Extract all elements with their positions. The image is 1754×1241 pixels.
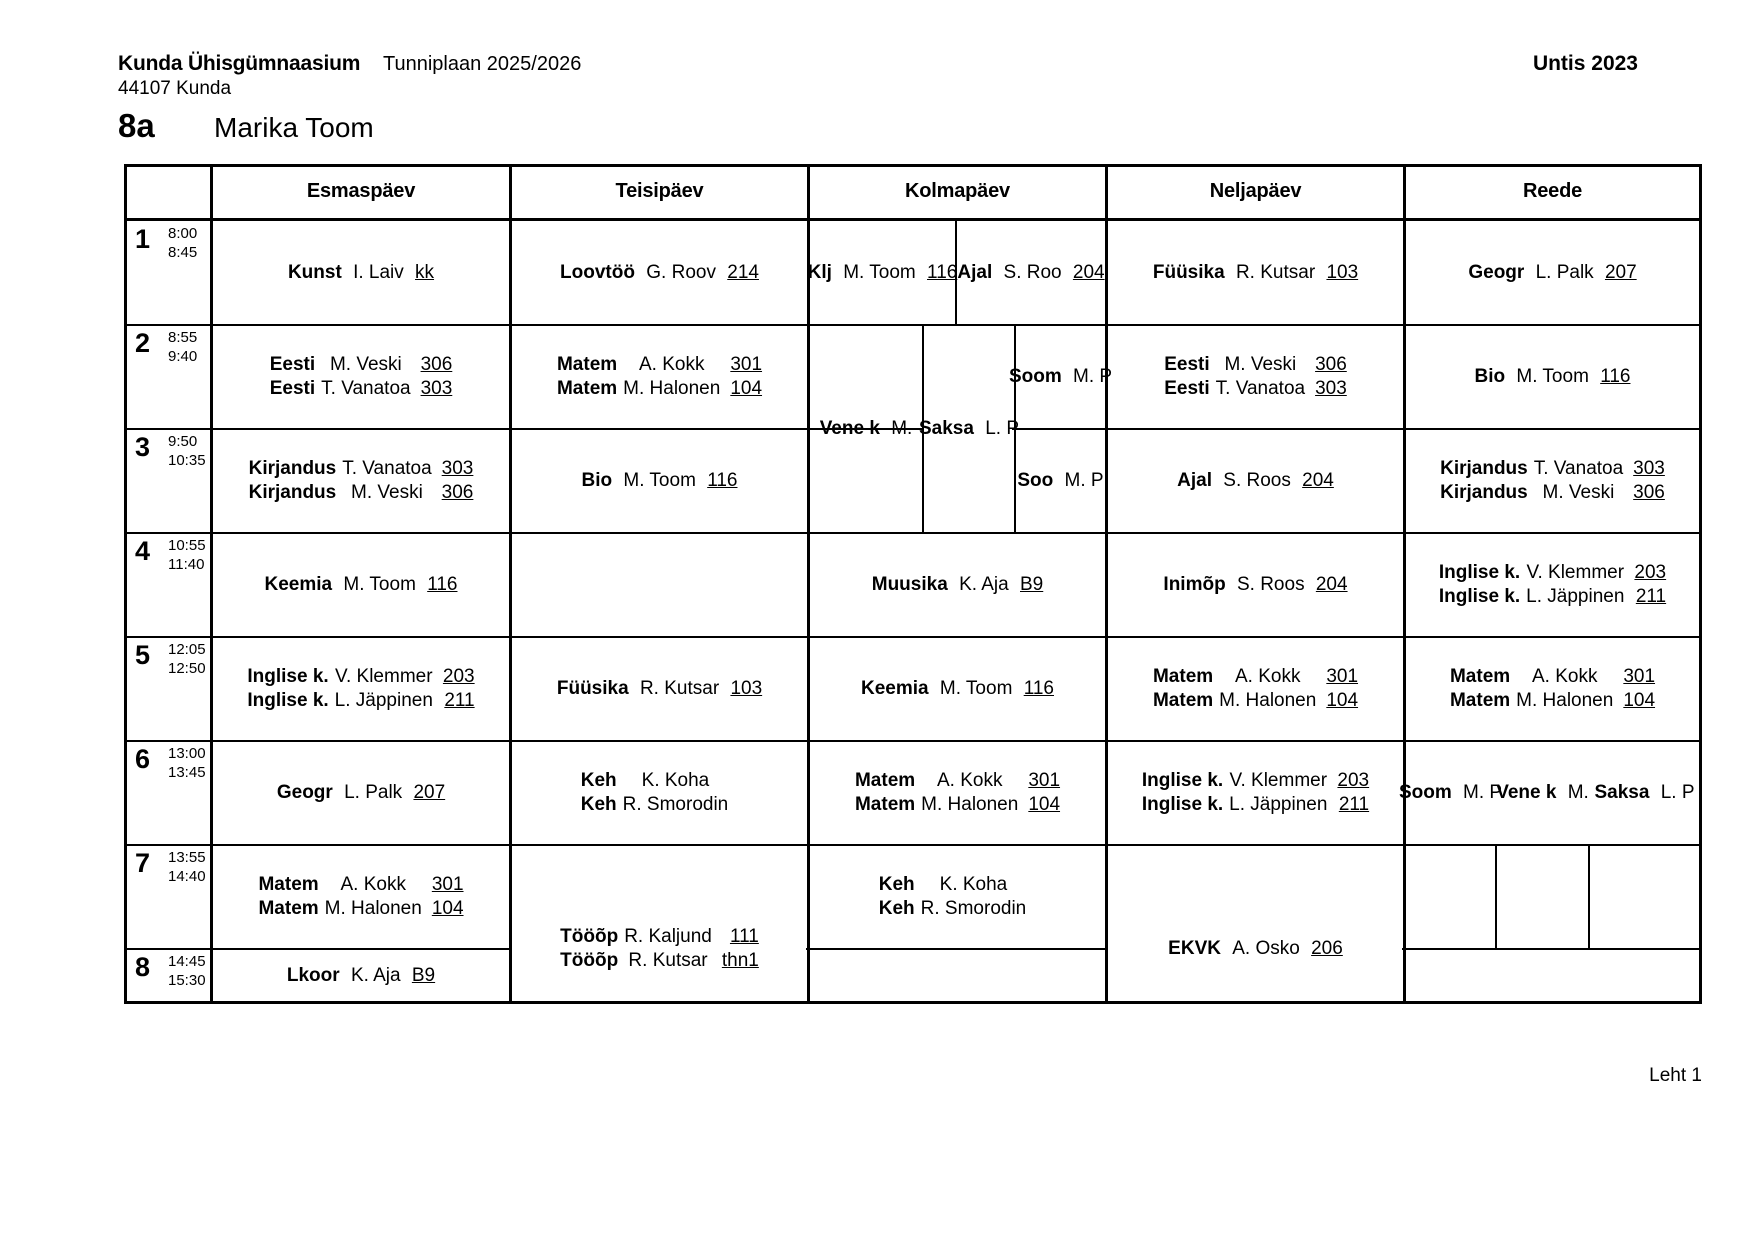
lesson-cell-thu-3[interactable] bbox=[1108, 430, 1403, 532]
period-number-7: 7 bbox=[135, 848, 151, 878]
lesson-subject: Kirjandus bbox=[248, 482, 337, 503]
lesson-room: 301 bbox=[730, 354, 763, 375]
lesson-teacher: R. Kutsar bbox=[639, 678, 720, 699]
lesson-teacher: M. Toom bbox=[343, 574, 416, 595]
lesson-cell-fri-1[interactable] bbox=[1406, 221, 1699, 324]
lesson-subject: Inimõp bbox=[1163, 574, 1226, 595]
lesson-cell-tue-1[interactable] bbox=[512, 221, 807, 324]
lesson-subject: Kirjandus bbox=[248, 458, 337, 479]
lesson-subject: Soom bbox=[1398, 782, 1452, 803]
grid-border-bottom bbox=[124, 1001, 1702, 1004]
lesson-teacher: M. P bbox=[1064, 470, 1104, 491]
lesson-room: 211 bbox=[444, 690, 475, 711]
lesson-teacher: A. Osko bbox=[1232, 938, 1300, 959]
lesson-room: 116 bbox=[1600, 366, 1631, 387]
lesson-room: 104 bbox=[1326, 690, 1359, 711]
lesson-teacher: M. P bbox=[1073, 366, 1113, 387]
lesson-subject: Keemia bbox=[264, 574, 333, 595]
lesson-cell-tue-4-empty[interactable] bbox=[512, 534, 807, 636]
period-number-3: 3 bbox=[135, 432, 151, 462]
lesson-teacher: L. P bbox=[985, 418, 1020, 439]
lesson-subject: Matem bbox=[1152, 690, 1214, 711]
lesson-cell-mon-1[interactable] bbox=[213, 221, 509, 324]
lesson-teacher: M. Halonen bbox=[1219, 690, 1317, 711]
lesson-teacher: R. Kutsar bbox=[1235, 261, 1316, 283]
lesson-room: 203 bbox=[1337, 770, 1370, 791]
lesson-teacher: L. Jäppinen bbox=[1526, 586, 1625, 607]
day-header-wednesday: Kolmapäev bbox=[905, 179, 1010, 202]
period-end-7: 14:40 bbox=[168, 868, 206, 885]
lesson-cell-fri-2[interactable] bbox=[1406, 326, 1699, 428]
lesson-room: 116 bbox=[1023, 678, 1054, 699]
lesson-room: 301 bbox=[1028, 770, 1061, 791]
lesson-subject: Soo bbox=[1017, 470, 1054, 491]
lesson-room: 204 bbox=[1072, 261, 1105, 283]
lesson-subject: EKVK bbox=[1168, 938, 1221, 959]
lesson-subject: Inglise k. bbox=[1141, 794, 1224, 815]
class-teacher-name: Marika Toom bbox=[214, 112, 374, 143]
lesson-cell-mon-7[interactable] bbox=[213, 846, 509, 948]
period-time-6 bbox=[168, 744, 206, 782]
page-footer: Leht 1 bbox=[1649, 1065, 1702, 1086]
lesson-room: 306 bbox=[1315, 354, 1347, 375]
day-header-thursday: Neljapäev bbox=[1209, 179, 1302, 202]
lesson-room: 301 bbox=[1623, 666, 1656, 687]
school-name: Kunda Ühisgümnaasium bbox=[118, 52, 361, 75]
lesson-teacher: M. Toom bbox=[843, 261, 916, 283]
period-end-3: 10:35 bbox=[168, 452, 206, 469]
lesson-teacher: T. Vanatoa bbox=[321, 378, 411, 399]
lesson-teacher: T. Vanatoa bbox=[342, 458, 432, 479]
lesson-cell-wed-3-soo[interactable] bbox=[1016, 430, 1105, 532]
period-number-1: 1 bbox=[135, 224, 151, 254]
lesson-cell-thu-1[interactable] bbox=[1108, 221, 1403, 324]
lesson-teacher: M. Halonen bbox=[623, 378, 721, 399]
lesson-room: 301 bbox=[431, 874, 464, 895]
lesson-subject: Kirjandus bbox=[1440, 482, 1528, 503]
lesson-cell-wed-4[interactable] bbox=[810, 534, 1105, 636]
period-end-2: 9:40 bbox=[168, 348, 198, 365]
lesson-cell-thu-5[interactable] bbox=[1108, 638, 1403, 740]
period-start-5: 12:05 bbox=[168, 641, 206, 658]
lesson-cell-mon-8[interactable] bbox=[213, 950, 509, 1001]
lesson-cell-mon-6[interactable] bbox=[213, 742, 509, 844]
period-start-2: 8:55 bbox=[168, 329, 198, 346]
lesson-cell-fri-3[interactable] bbox=[1406, 430, 1699, 532]
lesson-subject: Geogr bbox=[1468, 261, 1525, 283]
lesson-cell-tue-6[interactable] bbox=[512, 742, 807, 844]
lesson-subject: Geogr bbox=[276, 782, 333, 803]
lesson-teacher: R. Kaljund bbox=[624, 926, 712, 947]
lesson-teacher: M. Veski bbox=[329, 354, 402, 375]
lesson-cell-fri-4[interactable] bbox=[1406, 534, 1699, 636]
period-number-8: 8 bbox=[135, 952, 151, 982]
lesson-subject: Matem bbox=[1449, 690, 1511, 711]
lesson-cell-fri-6-soom[interactable] bbox=[1398, 742, 1503, 844]
lesson-cell-wed-2-soom[interactable] bbox=[1008, 326, 1113, 428]
lesson-subject: Muusika bbox=[871, 574, 948, 595]
lesson-subject: Kirjandus bbox=[1440, 458, 1528, 479]
lesson-room: 116 bbox=[707, 470, 738, 491]
lesson-subject: Vene k bbox=[1496, 782, 1557, 803]
school-address: 44107 Kunda bbox=[118, 78, 232, 99]
lesson-room: 211 bbox=[1635, 586, 1667, 607]
lesson-room: 206 bbox=[1311, 938, 1343, 959]
lesson-room: 303 bbox=[1633, 458, 1665, 479]
lesson-room: 303 bbox=[1315, 378, 1347, 399]
period-number-6: 6 bbox=[135, 744, 151, 774]
lesson-subject: Matem bbox=[258, 874, 319, 895]
lesson-subject: Loovtöö bbox=[560, 261, 635, 283]
lesson-room: 303 bbox=[441, 458, 474, 479]
lesson-subject: Matem bbox=[556, 378, 618, 399]
lesson-subject: Kunst bbox=[287, 261, 342, 283]
lesson-cell-thu-6[interactable] bbox=[1108, 742, 1403, 844]
period-start-6: 13:00 bbox=[168, 745, 206, 762]
lesson-subject: Eesti bbox=[269, 378, 316, 399]
lesson-subject: Inglise k. bbox=[1141, 770, 1224, 791]
lesson-cell-wed-7[interactable] bbox=[810, 846, 1105, 948]
timetable-grid bbox=[124, 164, 1702, 1004]
lesson-cell-fri-8-empty[interactable] bbox=[1406, 950, 1699, 1001]
period-end-4: 11:40 bbox=[168, 556, 205, 573]
lesson-subject: Keh bbox=[878, 874, 915, 895]
period-end-6: 13:45 bbox=[168, 764, 206, 781]
lesson-teacher: K. Koha bbox=[939, 874, 1008, 895]
lesson-room: 104 bbox=[1623, 690, 1656, 711]
lesson-room: 306 bbox=[1633, 482, 1665, 503]
lesson-subject: Lkoor bbox=[286, 964, 340, 986]
lesson-teacher: G. Roov bbox=[646, 261, 716, 283]
lesson-teacher: V. Klemmer bbox=[1229, 770, 1328, 791]
lesson-room: B9 bbox=[411, 964, 436, 986]
lesson-cell-wed-23-vene[interactable] bbox=[810, 326, 922, 532]
lesson-subject: Ajal bbox=[957, 261, 993, 283]
lesson-teacher: R. Kutsar bbox=[628, 950, 708, 971]
lesson-cell-mon-2[interactable] bbox=[213, 326, 509, 428]
lesson-cell-fri-5[interactable] bbox=[1406, 638, 1699, 740]
lesson-room: thn1 bbox=[721, 950, 759, 971]
period-start-8: 14:45 bbox=[168, 953, 206, 970]
lesson-cell-thu-4[interactable] bbox=[1108, 534, 1403, 636]
lesson-subject: Keemia bbox=[861, 678, 929, 699]
lesson-cell-mon-4[interactable] bbox=[213, 534, 509, 636]
lesson-cell-fri-6-saksa[interactable] bbox=[1590, 742, 1699, 844]
lesson-room: 211 bbox=[1338, 794, 1370, 815]
grid-border-right bbox=[1699, 164, 1702, 1004]
lesson-room: 207 bbox=[1604, 261, 1637, 283]
lesson-room: 103 bbox=[730, 678, 763, 699]
period-number-2: 2 bbox=[135, 328, 151, 358]
document-header bbox=[118, 52, 1638, 100]
period-number-5: 5 bbox=[135, 640, 151, 670]
lesson-subject: Inglise k. bbox=[1438, 586, 1521, 607]
lesson-subject: Füüsika bbox=[1152, 261, 1225, 283]
period-time-8 bbox=[168, 952, 206, 990]
lesson-teacher: M. Halonen bbox=[324, 898, 422, 919]
lesson-cell-wed-8-empty[interactable] bbox=[810, 950, 1105, 1001]
period-time-1 bbox=[168, 224, 197, 262]
lesson-subject: Inglise k. bbox=[247, 666, 329, 687]
lesson-subject: Matem bbox=[854, 770, 916, 791]
period-start-4: 10:55 bbox=[168, 537, 206, 554]
lesson-teacher: A. Kokk bbox=[1532, 666, 1598, 687]
lesson-room: 103 bbox=[1326, 261, 1359, 283]
lesson-cell-mon-3[interactable] bbox=[213, 430, 509, 532]
period-time-2 bbox=[168, 328, 197, 366]
lesson-teacher: S. Roos bbox=[1236, 574, 1305, 595]
lesson-room: 116 bbox=[427, 574, 458, 595]
day-header-monday: Esmaspäev bbox=[306, 179, 416, 202]
lesson-teacher: L. P bbox=[1660, 782, 1695, 803]
lesson-subject: Klj bbox=[807, 261, 832, 283]
lesson-teacher: L. Jäppinen bbox=[334, 690, 433, 711]
lesson-teacher: A. Kokk bbox=[639, 354, 705, 375]
lesson-cell-tue-78[interactable] bbox=[512, 846, 807, 1052]
lesson-room: 104 bbox=[431, 898, 464, 919]
lesson-teacher: L. Palk bbox=[1535, 261, 1594, 283]
lesson-subject: Keh bbox=[580, 794, 617, 815]
lesson-teacher: M. bbox=[891, 418, 913, 439]
lesson-cell-wed-5[interactable] bbox=[810, 638, 1105, 740]
lesson-room: 306 bbox=[420, 354, 453, 375]
period-start-1: 8:00 bbox=[168, 225, 198, 242]
lesson-cell-mon-5[interactable] bbox=[213, 638, 509, 740]
lesson-teacher: V. Klemmer bbox=[335, 666, 433, 687]
lesson-cell-tue-2[interactable] bbox=[512, 326, 807, 428]
lesson-teacher: R. Smorodin bbox=[622, 794, 729, 815]
lesson-teacher: A. Kokk bbox=[937, 770, 1003, 791]
lesson-subject: Eesti bbox=[1164, 378, 1210, 399]
lesson-cell-tue-3[interactable] bbox=[512, 430, 807, 532]
lesson-cell-wed-1b[interactable] bbox=[957, 221, 1105, 324]
lesson-teacher: K. Aja bbox=[350, 964, 401, 986]
lesson-teacher: R. Smorodin bbox=[920, 898, 1027, 919]
lesson-teacher: M. Toom bbox=[623, 470, 696, 491]
period-time-5 bbox=[168, 640, 206, 678]
period-start-3: 9:50 bbox=[168, 433, 198, 450]
lesson-cell-wed-6[interactable] bbox=[810, 742, 1105, 844]
lesson-teacher: L. Palk bbox=[344, 782, 403, 803]
lesson-teacher: K. Koha bbox=[641, 770, 710, 791]
lesson-subject: Bio bbox=[581, 470, 613, 491]
lesson-room: B9 bbox=[1020, 574, 1044, 595]
lesson-room: 203 bbox=[1634, 562, 1667, 583]
lesson-subject: Matem bbox=[258, 898, 319, 919]
lesson-subject: Inglise k. bbox=[1438, 562, 1521, 583]
lesson-teacher: V. Klemmer bbox=[1526, 562, 1625, 583]
lesson-teacher: M. Veski bbox=[1224, 354, 1297, 375]
lesson-subject: Tööõp bbox=[560, 950, 619, 971]
lesson-room: 111 bbox=[729, 926, 759, 947]
lesson-teacher: M. Veski bbox=[351, 482, 423, 503]
lesson-subject: Saksa bbox=[918, 418, 974, 439]
lesson-room: 116 bbox=[927, 261, 958, 283]
day-header-friday: Reede bbox=[1522, 179, 1583, 202]
lesson-teacher: M. Halonen bbox=[921, 794, 1019, 815]
lesson-subject: Füüsika bbox=[556, 678, 629, 699]
lesson-teacher: T. Vanatoa bbox=[1533, 458, 1624, 479]
lesson-subject: Keh bbox=[878, 898, 915, 919]
lesson-teacher: A. Kokk bbox=[340, 874, 406, 895]
lesson-subject: Matem bbox=[556, 354, 618, 375]
day-header-tuesday: Teisipäev bbox=[615, 179, 704, 202]
period-end-5: 12:50 bbox=[168, 660, 206, 677]
lesson-room: 301 bbox=[1326, 666, 1359, 687]
lesson-room: 214 bbox=[727, 261, 759, 283]
period-end-1: 8:45 bbox=[168, 244, 198, 261]
lesson-subject: Bio bbox=[1474, 366, 1506, 387]
lesson-teacher: M. Toom bbox=[1516, 366, 1589, 387]
lesson-subject: Eesti bbox=[269, 354, 316, 375]
period-time-4 bbox=[168, 536, 206, 574]
lesson-teacher: L. Jäppinen bbox=[1229, 794, 1328, 815]
lesson-cell-fri-6-vene[interactable] bbox=[1497, 742, 1588, 844]
period-time-7 bbox=[168, 848, 206, 886]
period-time-3 bbox=[168, 432, 206, 470]
lesson-room: kk bbox=[415, 261, 435, 283]
lesson-room: 204 bbox=[1315, 574, 1348, 595]
lesson-teacher: K. Aja bbox=[959, 574, 1009, 595]
period-start-7: 13:55 bbox=[168, 849, 206, 866]
class-name: 8a bbox=[118, 107, 155, 144]
grid-border-left bbox=[124, 164, 127, 1004]
lesson-room: 204 bbox=[1302, 470, 1334, 491]
lesson-cell-wed-1a[interactable] bbox=[807, 221, 958, 324]
lesson-cell-thu-78[interactable] bbox=[1108, 846, 1403, 1052]
lesson-teacher: S. Roo bbox=[1003, 261, 1062, 283]
period-end-8: 15:30 bbox=[168, 972, 206, 989]
lesson-room: 207 bbox=[413, 782, 446, 803]
lesson-teacher: M. bbox=[1567, 782, 1589, 803]
lesson-cell-wed-23-saksa[interactable] bbox=[918, 326, 1020, 532]
lesson-teacher: I. Laiv bbox=[353, 261, 404, 283]
lesson-room: 104 bbox=[1028, 794, 1061, 815]
lesson-subject: Soom bbox=[1008, 366, 1062, 387]
lesson-teacher: M. Toom bbox=[939, 678, 1013, 699]
lesson-subject: Matem bbox=[854, 794, 916, 815]
lesson-room: 306 bbox=[441, 482, 474, 503]
period-number-4: 4 bbox=[135, 536, 151, 566]
lesson-subject: Keh bbox=[580, 770, 617, 791]
lesson-room: 104 bbox=[730, 378, 763, 399]
plan-title: Tunniplaan 2025/2026 bbox=[383, 53, 582, 75]
lesson-teacher: M. Veski bbox=[1542, 482, 1615, 503]
lesson-teacher: M. P bbox=[1463, 782, 1503, 803]
lesson-subject: Tööõp bbox=[560, 926, 619, 947]
lesson-teacher: M. Halonen bbox=[1516, 690, 1614, 711]
lesson-cell-tue-5[interactable] bbox=[512, 638, 807, 740]
lesson-cell-thu-2[interactable] bbox=[1108, 326, 1403, 428]
lesson-subject: Ajal bbox=[1177, 470, 1212, 491]
lesson-subject: Saksa bbox=[1594, 782, 1650, 803]
software-label: Untis 2023 bbox=[1532, 52, 1638, 75]
lesson-subject: Matem bbox=[1449, 666, 1511, 687]
lesson-teacher: T. Vanatoa bbox=[1215, 378, 1306, 399]
lesson-cell-fri-7-empty[interactable] bbox=[1406, 846, 1699, 948]
lesson-subject: Inglise k. bbox=[247, 690, 329, 711]
lesson-teacher: A. Kokk bbox=[1235, 666, 1301, 687]
lesson-subject: Vene k bbox=[819, 418, 880, 439]
lesson-teacher: S. Roos bbox=[1223, 470, 1291, 491]
lesson-subject: Eesti bbox=[1164, 354, 1210, 375]
lesson-room: 203 bbox=[442, 666, 475, 687]
lesson-subject: Matem bbox=[1152, 666, 1214, 687]
lesson-room: 303 bbox=[420, 378, 453, 399]
